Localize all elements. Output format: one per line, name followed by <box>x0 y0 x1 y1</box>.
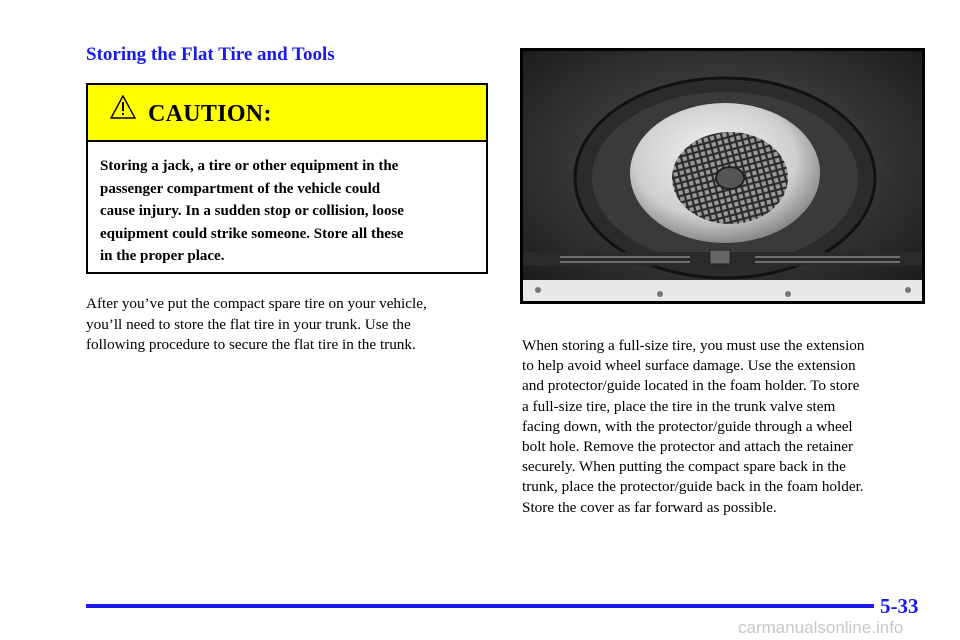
caution-header <box>88 85 486 142</box>
caution-title: CAUTION: <box>148 101 272 127</box>
intro-paragraph: After you’ve put the compact spare tire on your vehicle, you’ll need to store the flat tire in your trunk. Use the following procedure to secure the flat tire in the trunk. <box>86 295 427 353</box>
full-size-tire-paragraph: When storing a full‐size tire, you must use the extension to help avoid wheel surface damage. Use the extension and protector/guide located in the foam holder. To store a full‐size tire, place the tire in the trunk valve stem facing down, with the protector/guide through a wheel bolt hole. Remove the protector and attach the retainer securely. When putting the compact spare back in the trunk, place the protector/guide back in the foam holder. Store the cover as far forward as possible. <box>522 337 865 516</box>
watermark: carmanualsonline.info <box>738 618 904 637</box>
footer-rule <box>86 604 874 608</box>
warning-triangle-icon <box>110 95 136 119</box>
spare-tire-photo <box>520 48 925 304</box>
caution-box <box>86 83 488 274</box>
caution-text: Storing a jack, a tire or other equipment in the passenger compartment of the vehicle could cause injury. In a sudden stop or collision, loose equipment could strike someone. Store all these in the proper place. <box>100 158 404 264</box>
page-number: 5-33 <box>880 594 919 618</box>
section-heading: Storing the Flat Tire and Tools <box>86 44 335 65</box>
